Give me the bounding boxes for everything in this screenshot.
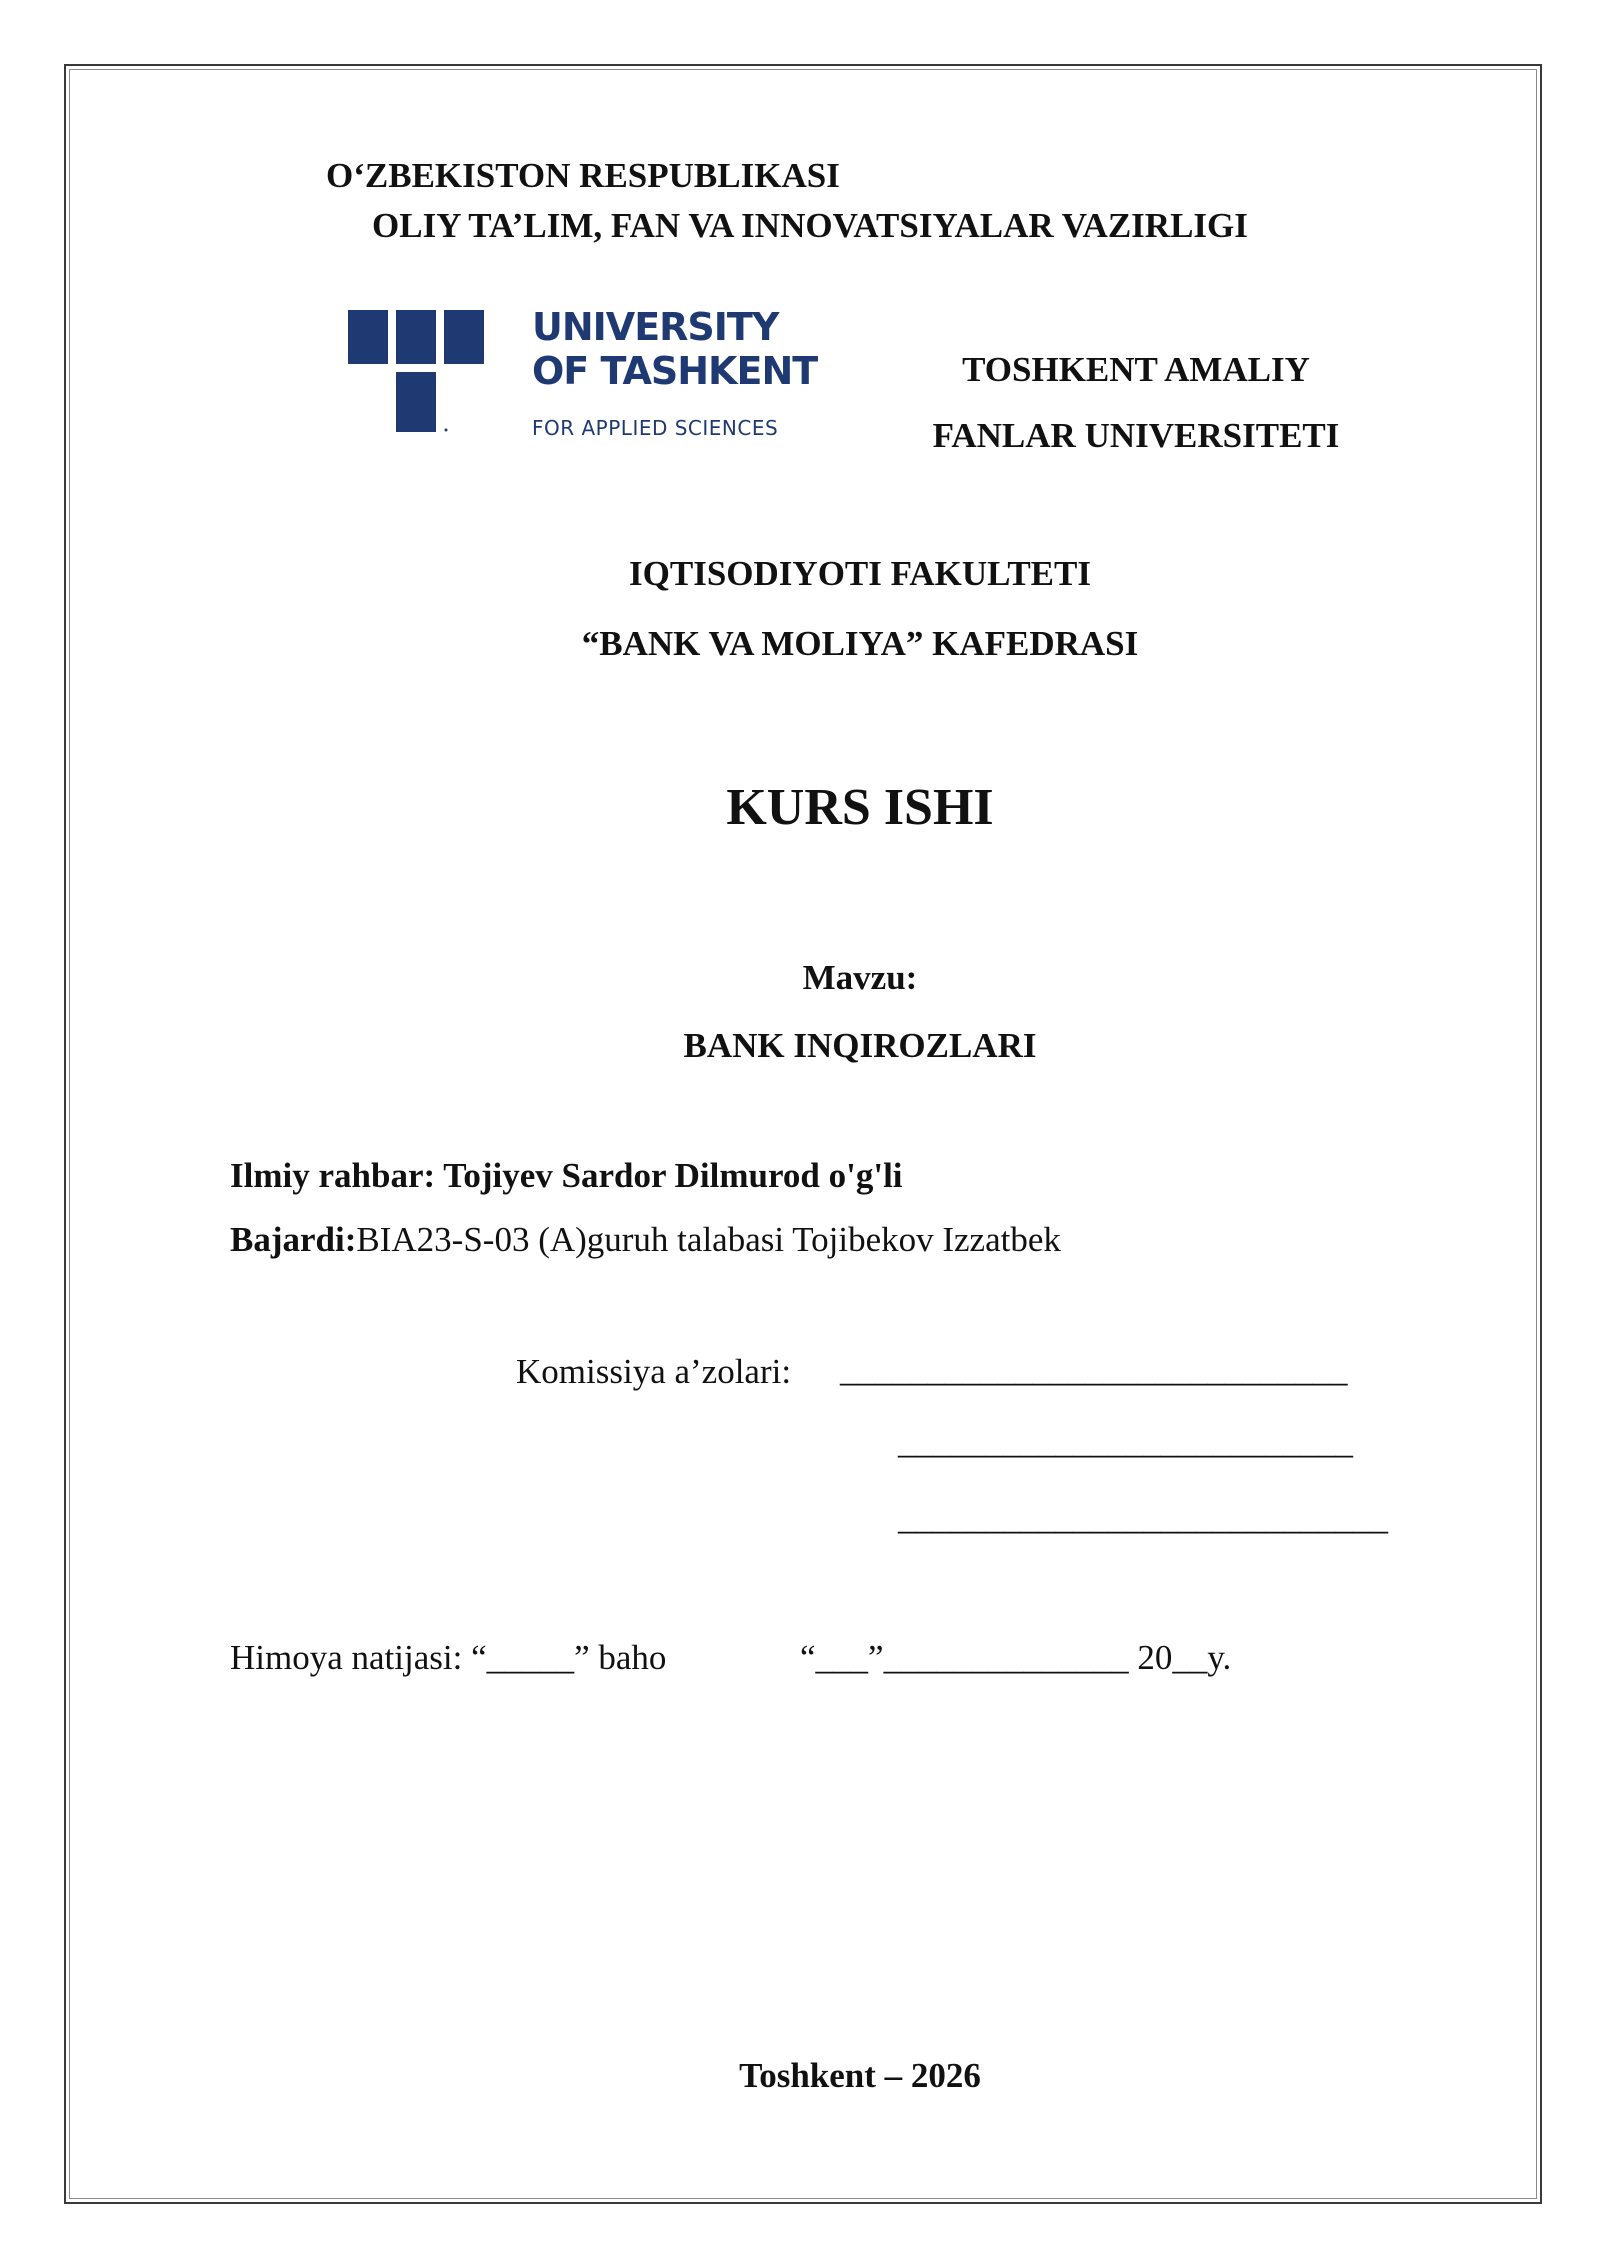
university-name-line1: TOSHKENT AMALIY: [962, 350, 1310, 389]
place-and-year: Toshkent – 2026: [739, 2056, 981, 2095]
department-name: “BANK VA MOLIYA” KAFEDRASI: [581, 624, 1139, 663]
document-type: KURS ISHI: [726, 779, 994, 836]
logo-word-tashkent: OF TASHKENT: [532, 349, 818, 393]
defense-date: “___”______________ 20__y.: [800, 1638, 1232, 1677]
topic-title: BANK INQIROZLARI: [683, 1026, 1037, 1065]
performer-value: BIA23-S-03 (A)guruh talabasi Tojibekov Izzatbek: [356, 1220, 1061, 1259]
commission-signature-line-2: __________________________: [898, 1422, 1353, 1461]
commission-label: Komissiya a’zolari:: [516, 1352, 792, 1391]
university-logo: [346, 305, 818, 444]
performer-line: [230, 1222, 1061, 1257]
supervisor-line: Ilmiy rahbar: Tojiyev Sardor Dilmurod o'g'li: [230, 1156, 903, 1195]
ministry-country: O‘ZBEKISTON RESPUBLIKASI: [326, 156, 840, 195]
performer-label: Bajardi:: [230, 1220, 357, 1259]
defense-result: Himoya natijasi: “_____” baho: [230, 1638, 667, 1677]
faculty-name: IQTISODIYOTI FAKULTETI: [629, 554, 1091, 593]
logo-word-university: UNIVERSITY: [532, 305, 779, 349]
university-name-line2: FANLAR UNIVERSITETI: [932, 416, 1340, 455]
logo-mark-icon: [346, 308, 496, 444]
topic-label: Mavzu:: [802, 958, 918, 997]
ministry-name: OLIY TA’LIM, FAN VA INNOVATSIYALAR VAZIRLIGI: [372, 206, 1248, 245]
logo-subtitle: FOR APPLIED SCIENCES: [532, 416, 779, 440]
commission-signature-line-3: ____________________________: [898, 1498, 1388, 1537]
commission-signature-line-1: _____________________________: [840, 1350, 1348, 1389]
